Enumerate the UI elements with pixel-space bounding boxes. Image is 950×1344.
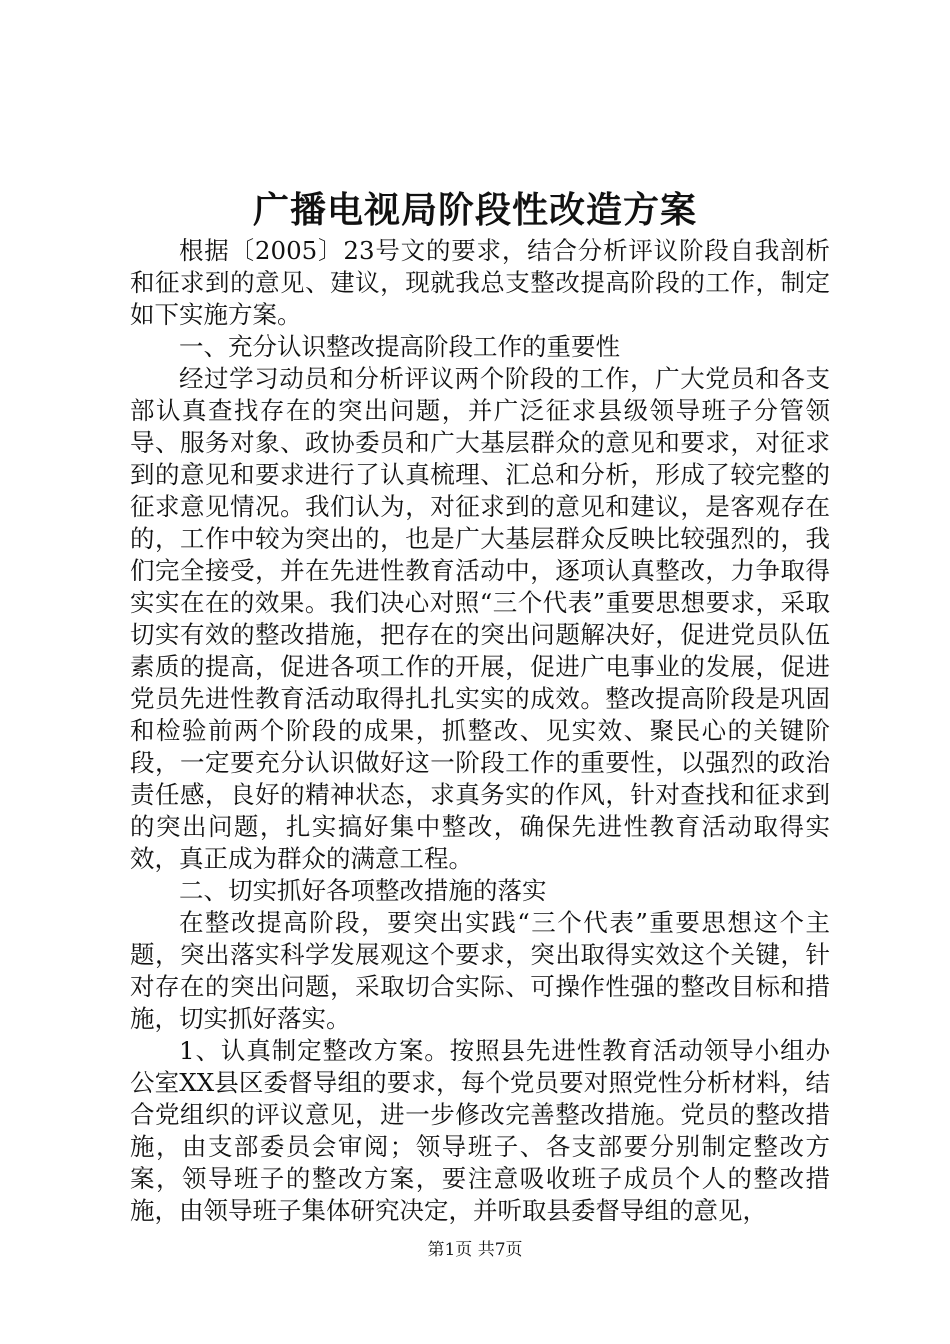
page-footer: 第1页 共7页 <box>427 1240 523 1260</box>
document-title: 广播电视局阶段性改造方案 <box>252 189 697 231</box>
paragraph-item-1: 1、认真制定整改方案。按照县先进性教育活动领导小组办公室XX县区委督导组的要求，每个党员要对照党性分析材料，结合党组织的评议意见，进一步修改完善整改措施。党员的整改措施，由支部委员会审阅；领导班子、各支部要分别制定整改方案，领导班子的整改方案，要注意吸收班子成员个人的整改措施，由领导班子集体研究决定，并听取县委督导组的意见， <box>130 1036 830 1225</box>
paragraph-section-2: 在整改提高阶段，要突出实践“三个代表”重要思想这个主题，突出落实科学发展观这个要求，突出取得实效这个关键，针对存在的突出问题，采取切合实际、可操作性强的整改目标和措施，切实抓好落实。 <box>130 908 830 1033</box>
paragraph-section-1: 经过学习动员和分析评议两个阶段的工作，广大党员和各支部认真查找存在的突出问题，并广泛征求县级领导班子分管领导、服务对象、政协委员和广大基层群众的意见和要求，对征求到的意见和要求进行了认真梳理、汇总和分析，形成了较完整的征求意见情况。我们认为，对征求到的意见和建议，是客观存在的，工作中较为突出的，也是广大基层群众反映比较强烈的，我们完全接受，并在先进性教育活动中，逐项认真整改，力争取得实实在在的效果。我们决心对照“三个代表”重要思想要求，采取切实有效的整改措施，把存在的突出问题解决好，促进党员队伍素质的提高，促进各项工作的开展，促进广电事业的发展，促进党员先进性教育活动取得扎扎实实的成效。整改提高阶段是巩固和检验前两个阶段的成果，抓整改、见实效、聚民心的关键阶段，一定要充分认识做好这一阶段工作的重要性，以强烈的政治责任感，良好的精神状态，求真务实的作风，针对查找和征求到的突出问题，扎实搞好集中整改，确保先进性教育活动取得实效，真正成为群众的满意工程。 <box>130 364 830 873</box>
section-heading-1: 一、充分认识整改提高阶段工作的重要性 <box>179 332 620 361</box>
paragraph-intro: 根据〔2005〕23号文的要求，结合分析评议阶段自我剖析和征求到的意见、建议，现就我总支整改提高阶段的工作，制定如下实施方案。 <box>130 236 830 329</box>
document-body <box>130 235 830 1227</box>
section-heading-2: 二、切实抓好各项整改措施的落实 <box>179 876 547 905</box>
